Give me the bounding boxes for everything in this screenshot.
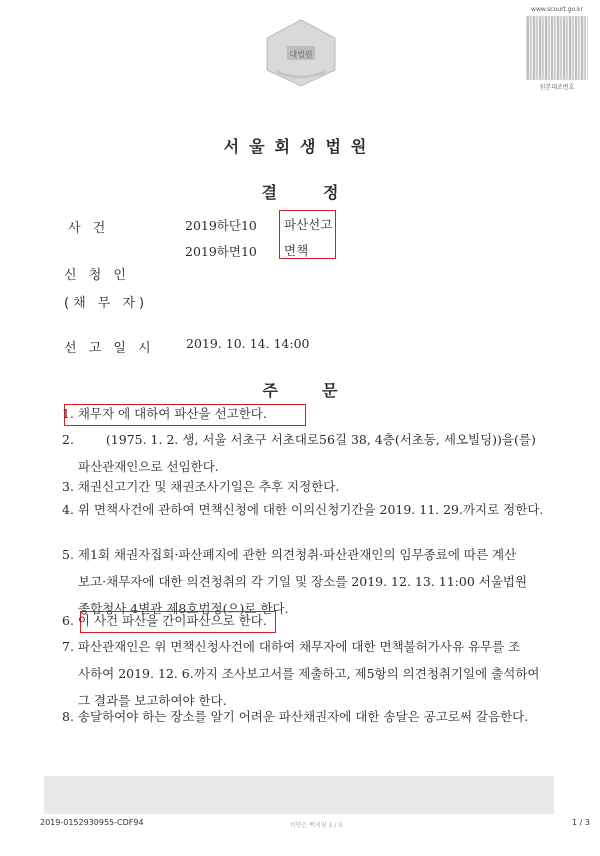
order-text: 보고·채무자에 대한 의견청취의 각 기일 및 장소를 2019. 12. 13. 11:00 서울법원: [78, 574, 528, 589]
debtor-label: (채 무 자): [64, 296, 149, 311]
order-number: 8.: [62, 709, 74, 724]
case-label: 사 건: [68, 221, 110, 236]
footer-gray-band: [44, 776, 554, 814]
order-number: 1.: [62, 406, 74, 421]
case-name-1: 파산선고: [284, 217, 333, 232]
verification-qr: [520, 6, 594, 94]
order-item-6: [62, 607, 267, 634]
case-number-2: 2019하면10: [185, 244, 257, 259]
declaration-date: 2019. 10. 14. 14:00: [186, 336, 310, 351]
declaration-label: 선 고 일 시: [64, 341, 155, 356]
order-text: 파산관재인으로 선임한다.: [78, 459, 219, 474]
seal-text: 대법원: [289, 50, 313, 59]
order-text: (1975. 1. 2. 생, 서울 서초구 서초대로56길 38, 4층(서초동, 세오빌딩))을(를): [105, 432, 536, 447]
order-item-2: [62, 426, 536, 480]
case-number-1: 2019하단10: [185, 218, 257, 233]
page-number: 1 / 3: [572, 818, 590, 827]
order-text: 제1회 채권자집회·파산폐지에 관한 의견청취·파산관재인의 임무종료에 따른 계산: [77, 547, 517, 562]
order-text: 채무자 에 대하여 파산을 선고한다.: [77, 406, 267, 421]
order-text: 그 결과를 보고하여야 한다.: [78, 693, 227, 708]
qr-code-icon: [526, 16, 588, 80]
applicant-label: 신 청 인: [64, 268, 130, 283]
order-item-8: [62, 703, 528, 730]
order-item-4: [62, 496, 543, 523]
document-id: 2019-0152930955-CDF94: [40, 818, 144, 827]
order-text: 파산관재인은 위 면책신청사건에 대하여 채무자에 대한 면책불허가사유 유무를 조: [77, 639, 521, 654]
order-text: 종합청사 4별관 제8호법정(으)로 한다.: [78, 601, 289, 616]
verify-caption: 원본대조번호: [539, 84, 575, 91]
order-text: 채권신고기간 및 채권조사기일은 추후 지정한다.: [77, 479, 340, 494]
order-text: 위 면책사건에 관하여 면책신청에 대한 이의신청기간을 2019. 11. 29.까지로 정한다.: [77, 502, 544, 517]
order-number: 2.: [62, 432, 74, 447]
document-kind: 결정: [261, 183, 385, 202]
order-number: 5.: [62, 547, 74, 562]
order-text: 사하여 2019. 12. 6.까지 조사보고서를 제출하고, 제5항의 의견청취기일에 출석하여: [78, 666, 540, 681]
order-item-1: [62, 400, 267, 427]
order-title: 주문: [262, 381, 382, 400]
order-number: 7.: [62, 639, 74, 654]
court-name: 서울회생법원: [223, 137, 377, 156]
court-seal: [257, 18, 345, 88]
order-text: 송달하여야 하는 장소를 알기 어려운 파산채권자에 대한 송달은 공고로써 갈음한다.: [77, 709, 529, 724]
order-number: 4.: [62, 502, 74, 517]
stamp-note: 이면은 백지임 1 / 3: [290, 822, 343, 829]
case-name-2: 면책: [284, 243, 309, 258]
order-text: 이 사건 파산을 간이파산으로 한다.: [77, 613, 267, 628]
verify-url: www.scourt.go.kr: [531, 6, 583, 13]
order-number: 6.: [62, 613, 74, 628]
order-item-7: [62, 633, 539, 714]
order-number: 3.: [62, 479, 74, 494]
